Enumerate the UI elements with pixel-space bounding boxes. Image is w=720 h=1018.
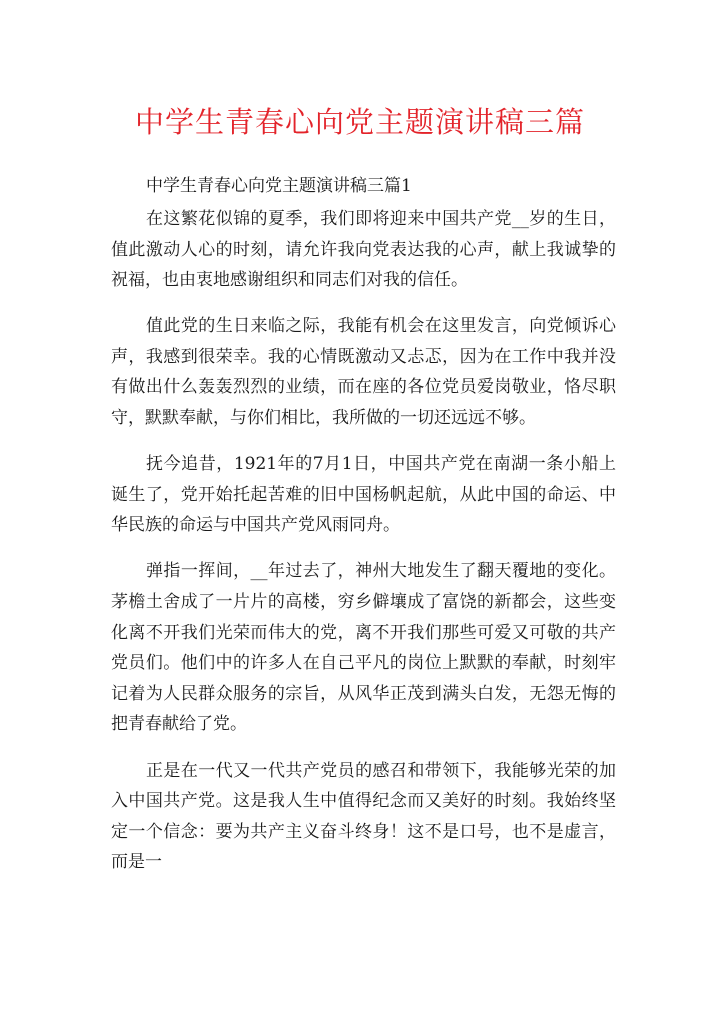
paragraph-1: 在这繁花似锦的夏季，我们即将迎来中国共产党__岁的生日，值此激动人心的时刻，请允许我向党表达我的心声，献上我诚挚的祝福，也由衷地感谢组织和同志们对我的信任。 — [111, 209, 616, 291]
document-subtitle: 中学生青春心向党主题演讲稿三篇1 — [146, 176, 412, 196]
document-body — [111, 204, 616, 893]
paragraph-5: 正是在一代又一代共产党员的感召和带领下，我能够光荣的加入中国共产党。这是我人生中值得纪念而又美好的时刻。我始终坚定一个信念：要为共产主义奋斗终身！这不是口号，也不是虚言，而是一 — [111, 760, 616, 873]
paragraph-2: 值此党的生日来临之际，我能有机会在这里发言，向党倾诉心声，我感到很荣幸。我的心情既激动又忐忑，因为在工作中我并没有做出什么轰轰烈烈的业绩，而在座的各位党员爱岗敬业，恪尽职守，默默奉献，与你们相比，我所做的一切还远远不够。 — [111, 316, 616, 429]
paragraph-4: 弹指一挥间，__年过去了，神州大地发生了翻天覆地的变化。茅檐土舍成了一片片的高楼，穷乡僻壤成了富饶的新都会，这些变化离不开我们光荣而伟大的党，离不开我们那些可爱又可敬的共产党员们。他们中的许多人在自己平凡的岗位上默默的奉献，时刻牢记着为人民群众服务的宗旨，从风华正茂到满头白发，无怨无悔的把青春献给了党。 — [111, 561, 616, 735]
document-title: 中学生青春心向党主题演讲稿三篇 — [134, 105, 585, 139]
paragraph-3: 抚今追昔，1921年的7月1日，中国共产党在南湖一条小船上诞生了，党开始托起苦难的旧中国杨帆起航，从此中国的命运、中华民族的命运与中国共产党风雨同舟。 — [111, 454, 616, 536]
